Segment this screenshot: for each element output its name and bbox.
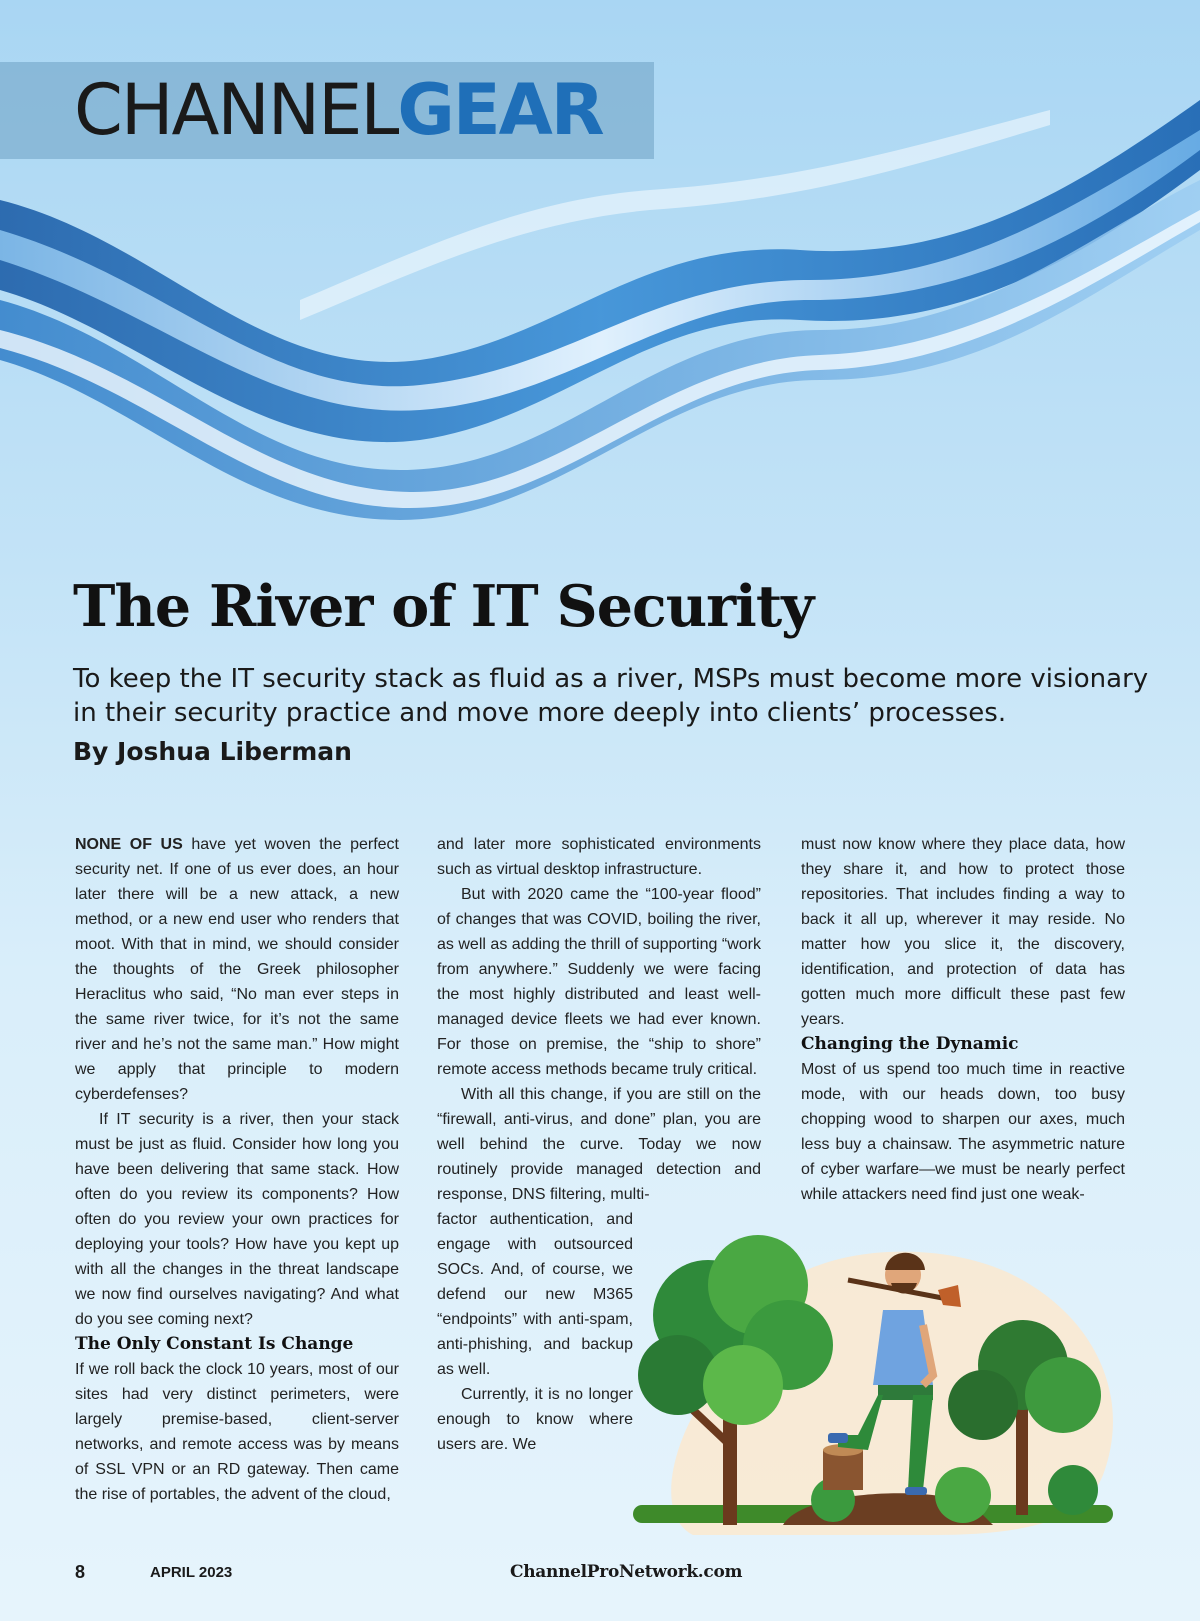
- issue-date: APRIL 2023: [150, 1564, 233, 1581]
- paragraph: Most of us spend too much time in reactive mode, with our heads down, too busy chopping wood to sharpen our axes, much less buy a chainsaw. The asymmetric nature of cyber warfare—we must be nearly perfect while attackers need find just one weak-: [801, 1061, 1125, 1203]
- lead-in: NONE OF US: [75, 836, 183, 853]
- subhead: The Only Constant Is Change: [75, 1334, 354, 1354]
- lumberjack-illustration: [633, 1235, 1133, 1540]
- paragraph: must now know where they place data, how they share it, and how to protect those repositories. That includes finding a way to back it all up, wherever it may reside. No matter how you slice it, the discovery, identification, and protection of data has gotten much more difficult these past few years.: [801, 836, 1125, 1028]
- article-byline: By Joshua Liberman: [73, 737, 352, 766]
- page-number: 8: [75, 1562, 86, 1582]
- article-title: The River of IT Security: [73, 573, 814, 640]
- subhead: Changing the Dynamic: [801, 1034, 1019, 1054]
- section-brand: [74, 70, 603, 150]
- body-column-3: [801, 832, 1125, 1207]
- brand-part-gear: GEAR: [397, 69, 603, 151]
- body-column-1: [75, 832, 399, 1507]
- paragraph: [75, 832, 399, 1107]
- paragraph: If we roll back the clock 10 years, most of our sites had very distinct perimeters, were largely premise-based, client-server networks, and remote access was by means of SSL VPN or an RD gateway. Then came the rise of portables, the advent of the cloud,: [75, 1361, 399, 1503]
- paragraph: Currently, it is no longer enough to know where users are. We: [437, 1386, 633, 1453]
- article-deck: To keep the IT security stack as fluid as a river, MSPs must become more visionary in their security practice and move more deeply into clients’ processes.: [73, 664, 1149, 728]
- page-footer: [0, 1562, 1200, 1592]
- paragraph: But with 2020 came the “100-year flood” of changes that was COVID, boiling the river, as well as adding the thrill of supporting “work from anywhere.” Suddenly we were facing the most highly distributed and least well-managed device fleets we had ever known. For those on premise, the “ship to shore” remote access methods became truly critical.: [437, 886, 761, 1078]
- paragraph: With all this change, if you are still on the “firewall, anti-virus, and done” plan, you are well behind the curve. Today we now routinely provide managed detection and response, DNS filtering, multi-: [437, 1086, 761, 1203]
- brand-part-channel: CHANNEL: [74, 69, 398, 151]
- website-url: ChannelProNetwork.com: [510, 1562, 743, 1582]
- paragraph-text: have yet woven the perfect security net. If one of us ever does, an hour later there will be a new attack, a new method, or a new end user who renders that moot. With that in mind, we should consider the thoughts of the Greek philosopher Heraclitus who said, “No man ever steps in the same river twice, for it’s not the same river and he’s not the same man.” How might we apply that principle to modern cyberdefenses?: [75, 836, 399, 1103]
- paragraph: and later more sophisticated environments such as virtual desktop infrastructure.: [437, 836, 761, 878]
- paragraph: If IT security is a river, then your stack must be just as fluid. Consider how long you have been delivering that same stack. How often do you review its components? How often do you review your own practices for deploying your tools? How have you kept up with all the changes in the threat landscape we now find ourselves navigating? And what do you see coming next?: [75, 1111, 399, 1328]
- paragraph: factor authentication, and engage with outsourced SOCs. And, of course, we defend our new M365 “endpoints” with anti-spam, anti-phishing, and backup as well.: [437, 1211, 633, 1378]
